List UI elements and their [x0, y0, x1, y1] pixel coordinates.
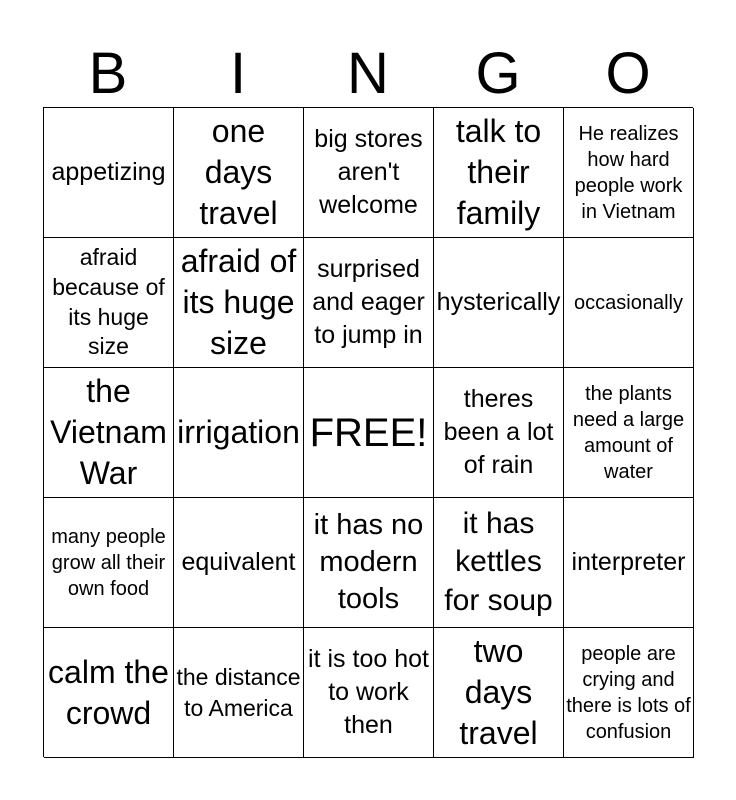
- header-letter-o: O: [605, 41, 651, 106]
- bingo-cell[interactable]: [44, 238, 174, 368]
- free-space-cell[interactable]: [304, 368, 434, 498]
- cell-text: surprised and eager to jump in: [312, 255, 425, 349]
- cell-text: interpreter: [571, 548, 686, 576]
- bingo-cell[interactable]: [304, 108, 434, 238]
- bingo-cell[interactable]: [434, 628, 564, 758]
- cell-text: the distance to America: [176, 664, 301, 721]
- bingo-cell[interactable]: [304, 238, 434, 368]
- header-letter-i: I: [229, 41, 247, 106]
- cell-text: He realizes how hard people work in Vietnam: [574, 122, 683, 223]
- bingo-cell[interactable]: [44, 368, 174, 498]
- cell-text: many people grow all their own food: [51, 525, 166, 600]
- cell-text: two days travel: [459, 633, 538, 751]
- bingo-cell[interactable]: [44, 498, 174, 628]
- bingo-cell[interactable]: [564, 368, 694, 498]
- cell-text: afraid because of its huge size: [52, 243, 165, 360]
- cell-text: it has no modern tools: [313, 508, 424, 616]
- header-letter-n: N: [347, 41, 389, 106]
- bingo-cell[interactable]: [174, 238, 304, 368]
- bingo-cell[interactable]: [434, 498, 564, 628]
- cell-text: equivalent: [181, 548, 296, 576]
- cell-text: FREE!: [309, 410, 428, 455]
- cell-text: big stores aren't welcome: [314, 125, 423, 219]
- bingo-grid: [43, 107, 693, 757]
- bingo-cell[interactable]: [174, 498, 304, 628]
- bingo-header: [43, 42, 693, 106]
- bingo-cell[interactable]: [44, 108, 174, 238]
- cell-text: the plants need a large amount of water: [572, 382, 685, 483]
- header-letter-g: G: [475, 41, 521, 106]
- bingo-cell[interactable]: [564, 238, 694, 368]
- cell-text: it is too hot to work then: [308, 645, 429, 739]
- cell-text: theres been a lot of rain: [443, 385, 554, 479]
- bingo-cell[interactable]: [434, 368, 564, 498]
- bingo-cell[interactable]: [434, 108, 564, 238]
- cell-text: appetizing: [51, 158, 166, 186]
- bingo-cell[interactable]: [174, 368, 304, 498]
- cell-text: calm the crowd: [48, 653, 169, 731]
- bingo-cell[interactable]: [564, 498, 694, 628]
- bingo-cell[interactable]: [174, 628, 304, 758]
- cell-text: talk to their family: [455, 113, 542, 231]
- cell-text: hysterically: [436, 288, 561, 316]
- bingo-cell[interactable]: [564, 628, 694, 758]
- bingo-cell[interactable]: [434, 238, 564, 368]
- cell-text: the Vietnam War: [50, 373, 167, 491]
- cell-text: irrigation: [177, 414, 300, 451]
- cell-text: it has kettles for soup: [444, 506, 553, 617]
- bingo-cell[interactable]: [44, 628, 174, 758]
- bingo-cell[interactable]: [304, 628, 434, 758]
- bingo-cell[interactable]: [304, 498, 434, 628]
- cell-text: afraid of its huge size: [180, 243, 297, 361]
- bingo-cell[interactable]: [174, 108, 304, 238]
- cell-text: one days travel: [199, 113, 278, 231]
- cell-text: occasionally: [574, 291, 683, 314]
- cell-text: people are crying and there is lots of confusion: [566, 642, 691, 743]
- header-letter-b: B: [88, 41, 128, 106]
- bingo-cell[interactable]: [564, 108, 694, 238]
